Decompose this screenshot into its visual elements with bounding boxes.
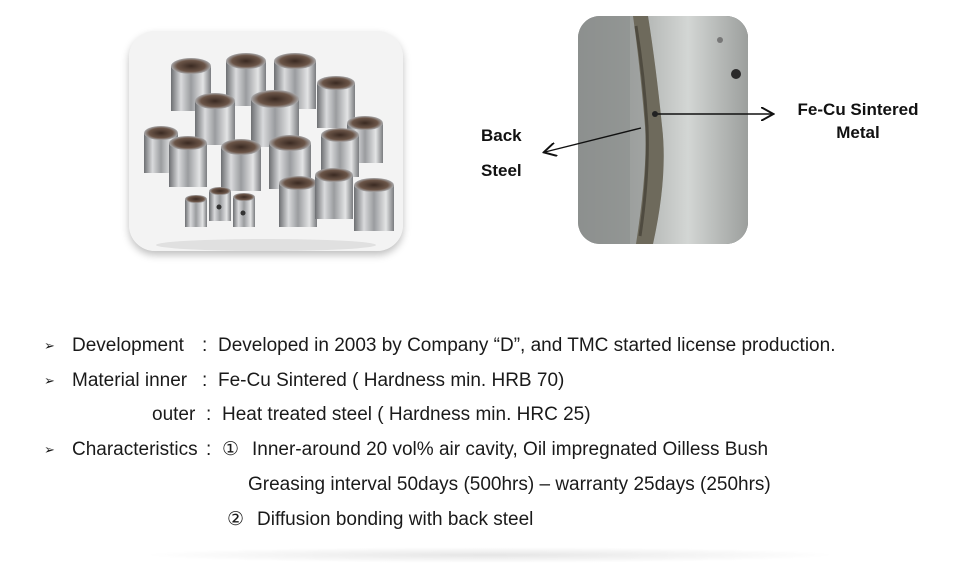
bullet-icon: ➢ <box>44 338 55 353</box>
cross-section-illustration <box>578 16 748 244</box>
label-metal: Metal <box>836 123 880 142</box>
characteristics-colon: : <box>206 439 212 460</box>
outer-colon: : <box>206 404 212 425</box>
characteristics-label: Characteristics <box>72 439 198 460</box>
material-inner-text: Fe-Cu Sintered ( Hardness min. HRB 70) <box>218 370 565 391</box>
characteristic-1-number: ① <box>222 439 240 460</box>
label-fe-cu-sintered: Fe-Cu Sintered <box>797 100 919 119</box>
material-label: Material inner <box>72 370 188 391</box>
bottom-shadow <box>140 547 840 563</box>
characteristic-2-number: ② <box>227 509 245 530</box>
development-colon: : <box>202 335 208 356</box>
development-label: Development <box>72 335 184 356</box>
material-colon: : <box>202 370 208 391</box>
outer-label: outer <box>152 404 196 425</box>
characteristic-2-text: Diffusion bonding with back steel <box>257 509 534 530</box>
characteristic-1-text: Inner-around 20 vol% air cavity, Oil impregnated Oilless Bush <box>252 439 769 460</box>
bullet-icon: ➢ <box>44 442 55 457</box>
bushings-illustration <box>129 31 403 251</box>
cross-section-photo <box>578 16 748 244</box>
outer-text: Heat treated steel ( Hardness min. HRC 25) <box>222 404 591 425</box>
bushings-photo <box>129 31 403 251</box>
development-text: Developed in 2003 by Company “D”, and TMC started license production. <box>218 335 836 356</box>
label-steel: Steel <box>481 161 522 180</box>
bullet-icon: ➢ <box>44 373 55 388</box>
label-back: Back <box>481 126 522 145</box>
characteristic-1-text-continued: Greasing interval 50days (500hrs) – warranty 25days (250hrs) <box>248 474 771 495</box>
